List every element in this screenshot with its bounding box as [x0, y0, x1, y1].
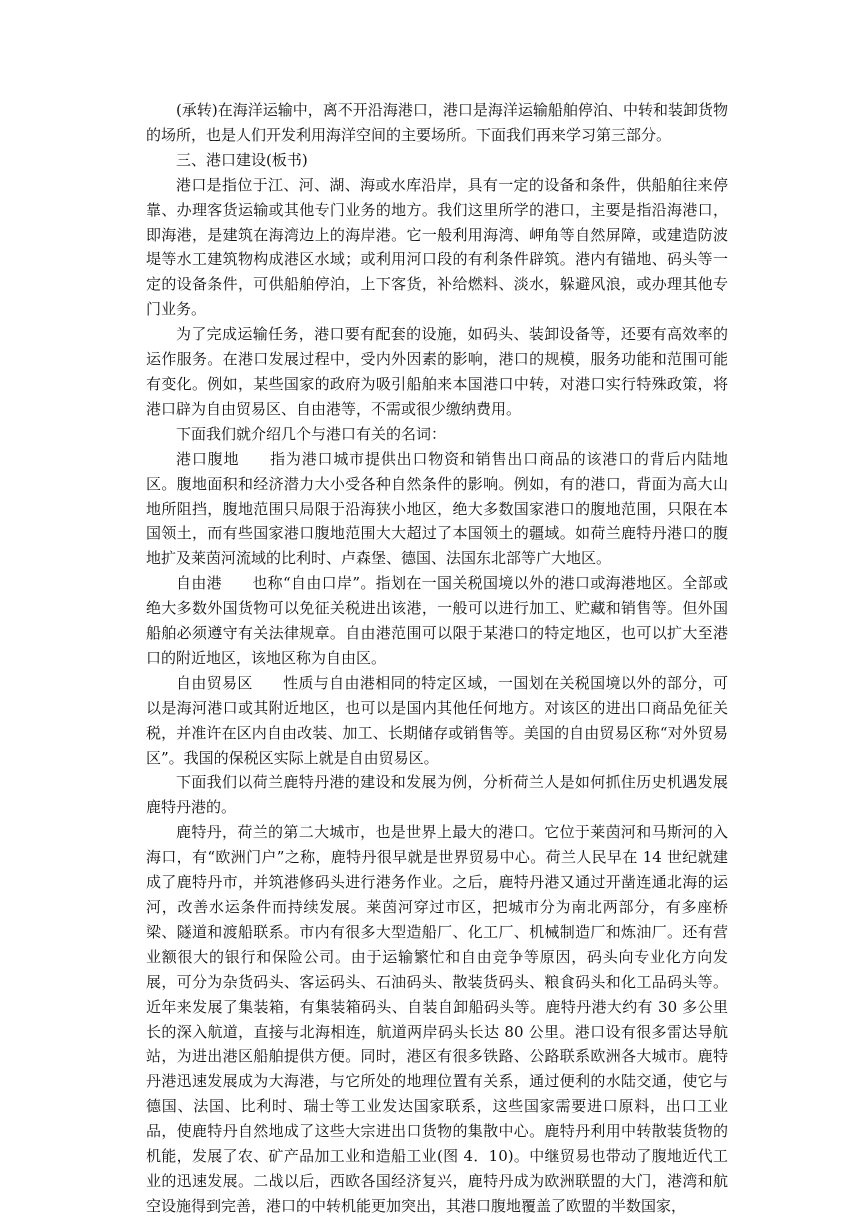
term-label: 自由港	[176, 574, 222, 593]
term-definition: 也称“自由口岸”。指划在一国关税国境以外的港口或海港地区。全部或绝大多数外国货物可以免征关税进出该港，一般可以进行加工、贮藏和销售等。但外国船舶必须遵守有关法律规章。自由港范围可以限于某港口的特定地区，也可以扩大至港口的附近地区，该地区称为自由区。	[146, 574, 728, 667]
paragraph-term-hinterland	[146, 447, 728, 572]
section-heading: 三、港口建设(板书)	[176, 150, 308, 169]
paragraph-terms-intro: 下面我们就介绍几个与港口有关的名词：	[176, 424, 447, 443]
term-definition: 指为港口城市提供出口物资和销售出口商品的该港口的背后内陆地区。腹地面积和经济潜力大小受各种自然条件的影响。例如，有的港口，背面为高大山地所阻挡，腹地范围只局限于沿海狭小地区，绝大多数国家港口的腹地范围，只限在本国领土，而有些国家港口腹地范围大大超过了本国领土的疆域。如荷兰鹿特丹港口的腹地扩及莱茵河流域的比利时、卢森堡、德国、法国东北部等广大地区。	[146, 449, 728, 568]
term-label: 自由贸易区	[176, 673, 253, 692]
paragraph-rotterdam-intro: 下面我们以荷兰鹿特丹港的建设和发展为例，分析荷兰人是如何抓住历史机遇发展鹿特丹港的。	[146, 773, 728, 817]
paragraph-rotterdam-detail: 鹿特丹，荷兰的第二大城市，也是世界上最大的港口。它位于莱茵河和马斯河的入海口，有“欧洲门户”之称，鹿特丹很早就是世界贸易中心。荷兰人民早在 14 世纪就建成了鹿特丹市，并筑港修码头进行港务作业。之后，鹿特丹港又通过开凿连通北海的运河，改善水运条件而持续发展。莱茵河穿过市区，把城市分为南北两部分，有多座桥梁、隧道和渡船联系。市内有很多大型造船厂、化工厂、机械制造厂和炼油厂。还有营业额很大的银行和保险公司。由于运输繁忙和自由竞争等原因，码头向专业化方向发展，可分为杂货码头、客运码头、石油码头、散装货码头、粮食码头和化工品码头等。近年来发展了集装箱，有集装箱码头、自装自卸船码头等。鹿特丹港大约有 30 多公里长的深入航道，直接与北海相连，航道两岸码头长达 80 公里。港口设有很多雷达导航站，为进出港区船舶提供方便。同时，港区有很多铁路、公路联系欧洲各大城市。鹿特丹港迅速发展成为大海港，与它所处的地理位置有关系，通过便利的水陆交通，使它与德国、法国、比利时、瑞士等工业发达国家联系，这些国家需要进口原料，出口工业品，使鹿特丹自然地成了这些大宗进出口货物的集散中心。鹿特丹利用中转散装货物的机能，发展了农、矿产品加工业和造船工业(图 4．10)。中继贸易也带动了腹地近代工业的迅速发展。二战以后，西欧各国经济复兴，鹿特丹成为欧洲联盟的大门，港湾和航空设施得到完善，港口的中转机能更加突出，其港口腹地覆盖了欧盟的半数国家，	[146, 823, 728, 1215]
term-definition: 性质与自由港相同的特定区域，一国划在关税国境以外的部分，可以是海河港口或其附近地区，也可以是国内其他任何地方。对该区的进出口商品免征关税，并准许在区内自由改装、加工、长期储存或销售等。美国的自由贸易区称“对外贸易区”。我国的保税区实际上就是自由贸易区。	[146, 673, 728, 767]
paragraph-transition: (承转)在海洋运输中，离不开沿海港口，港口是海洋运输船舶停泊、中转和装卸货物的场所，也是人们开发利用海洋空间的主要场所。下面我们再来学习第三部分。	[146, 101, 728, 144]
paragraph-port-facilities: 为了完成运输任务，港口要有配套的设施，如码头、装卸设备等，还要有高效率的运作服务。在港口发展过程中，受内外因素的影响，港口的规模，服务功能和范围可能有变化。例如，某些国家的政府为吸引船舶来本国港口中转，对港口实行特殊政策，将港口辟为自由贸易区、自由港等，不需或很少缴纳费用。	[146, 325, 728, 418]
document-body	[146, 98, 728, 1219]
term-label: 港口腹地	[176, 449, 240, 468]
paragraph-term-free-trade-zone	[146, 671, 728, 771]
paragraph-port-definition: 港口是指位于江、河、湖、海或水库沿岸，具有一定的设备和条件，供船舶往来停靠、办理客货运输或其他专门业务的地方。我们这里所学的港口，主要是指沿海港口，即海港，是建筑在海湾边上的海岸港。它一般利用海湾、岬角等自然屏障，或建造防波堤等水工建筑物构成港区水域；或利用河口段的有利条件辟筑。港内有锚地、码头等一定的设备条件，可供船舶停泊，上下客货，补给燃料、淡水，躲避风浪，或办理其他专门业务。	[146, 175, 728, 319]
paragraph-term-free-port	[146, 571, 728, 671]
